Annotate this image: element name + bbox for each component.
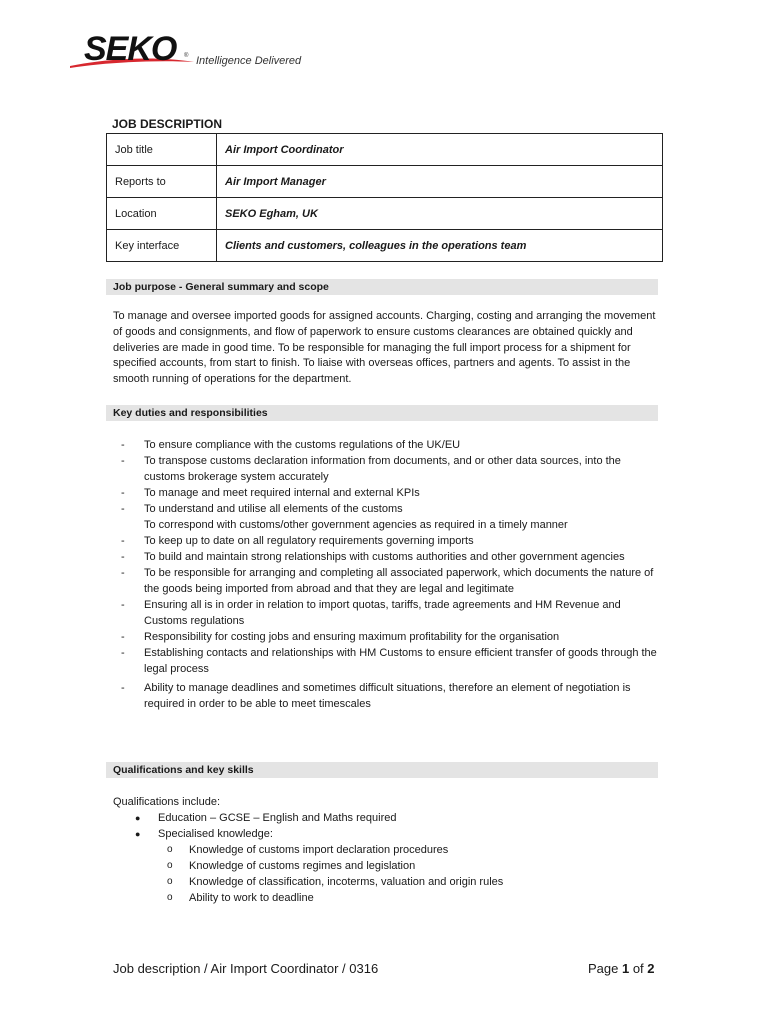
circle-marker: o — [167, 860, 173, 871]
current-page: 1 — [621, 961, 630, 976]
list-item — [113, 629, 658, 645]
info-value: Clients and customers, colleagues in the operations team — [217, 230, 663, 262]
dash-marker: - — [121, 487, 125, 499]
info-label: Location — [107, 198, 217, 230]
dash-marker: - — [121, 682, 125, 694]
list-item — [113, 485, 658, 501]
list-item — [113, 810, 396, 826]
table-row — [107, 198, 663, 230]
list-item — [113, 501, 658, 533]
list-item — [113, 826, 396, 842]
dash-marker: - — [121, 503, 125, 515]
document-heading: JOB DESCRIPTION — [112, 117, 223, 131]
dash-marker: - — [121, 567, 125, 579]
list-item — [113, 842, 503, 858]
knowledge-text: Knowledge of customs import declaration procedures — [189, 844, 449, 856]
duty-text: To keep up to date on all regulatory requirements governing imports — [144, 535, 474, 547]
list-item — [113, 453, 658, 485]
duty-text: To transpose customs declaration information from documents, and or other data sources, into the customs brokerage system accurately — [144, 455, 621, 483]
specialised-knowledge-list — [113, 842, 503, 906]
table-row — [107, 230, 663, 262]
footer-page-number — [588, 961, 655, 976]
dash-marker: - — [121, 439, 125, 451]
section-heading-purpose: Job purpose - General summary and scope — [106, 279, 658, 295]
purpose-paragraph: To manage and oversee imported goods for assigned accounts. Charging, costing and arranging the movement of goods and consignments, and flow of paperwork to ensure customs clearances are obtained quickly and deliveries are made in good time. To be responsible for managing the full import process for a shipment for specified accounts, from start to finish. To liaise with overseas offices, partners and agents. To assist in the smooth running of operations for the department. — [113, 310, 656, 386]
dash-marker: - — [121, 455, 125, 467]
page-word: Page — [588, 961, 622, 976]
section-heading-duties: Key duties and responsibilities — [106, 405, 658, 421]
duty-text: To understand and utilise all elements of the customs To correspond with customs/other government agencies as required in a timely manner — [144, 503, 568, 531]
of-word: of — [629, 961, 648, 976]
list-item — [113, 533, 658, 549]
list-item — [113, 597, 658, 629]
list-item — [113, 874, 503, 890]
duty-text: Ability to manage deadlines and sometimes difficult situations, therefore an element of negotiation is required in order to be able to meet timescales — [144, 682, 631, 710]
duty-text: To build and maintain strong relationships with customs authorities and other government agencies — [144, 551, 625, 563]
list-item — [113, 858, 503, 874]
dash-marker: - — [121, 631, 125, 643]
knowledge-text: Knowledge of classification, incoterms, valuation and origin rules — [189, 876, 504, 888]
seko-logo — [68, 28, 308, 72]
footer-document-reference: Job description / Air Import Coordinator / 0316 — [113, 961, 379, 976]
list-item — [113, 437, 658, 453]
dash-marker: - — [121, 535, 125, 547]
knowledge-text: Knowledge of customs regimes and legislation — [189, 860, 416, 872]
circle-marker: o — [167, 876, 173, 887]
list-item — [113, 890, 503, 906]
logo-wordmark: SEKO — [84, 30, 177, 68]
circle-marker: o — [167, 892, 173, 903]
table-row — [107, 166, 663, 198]
bullet-marker: ● — [135, 829, 141, 839]
duty-text: To ensure compliance with the customs regulations of the UK/EU — [144, 439, 461, 451]
bullet-marker: ● — [135, 813, 141, 823]
logo-tagline: Intelligence Delivered — [196, 55, 302, 67]
list-item — [113, 680, 658, 712]
knowledge-text: Ability to work to deadline — [189, 892, 314, 904]
dash-marker: - — [121, 647, 125, 659]
duty-text: To manage and meet required internal and external KPIs — [144, 487, 420, 499]
duty-text: To be responsible for arranging and completing all associated paperwork, which documents the nature of the goods being imported from abroad and that they are legal and legitimate — [144, 567, 654, 595]
circle-marker: o — [167, 844, 173, 855]
qualification-text: Education – GCSE – English and Maths required — [158, 812, 397, 824]
info-value: Air Import Coordinator — [217, 134, 663, 166]
duties-list — [113, 437, 658, 712]
info-label: Key interface — [107, 230, 217, 262]
duty-text: Responsibility for costing jobs and ensuring maximum profitability for the organisation — [144, 631, 560, 643]
info-value: SEKO Egham, UK — [217, 198, 663, 230]
duty-text: Ensuring all is in order in relation to import quotas, tariffs, trade agreements and HM Revenue and Customs regulations — [144, 599, 621, 627]
section-heading-qualifications: Qualifications and key skills — [106, 762, 658, 778]
job-info-table — [106, 133, 663, 262]
list-item — [113, 645, 658, 677]
list-item — [113, 565, 658, 597]
logo-registered-mark: ® — [184, 53, 189, 59]
info-label: Reports to — [107, 166, 217, 198]
table-row — [107, 134, 663, 166]
qualification-text: Specialised knowledge: — [158, 828, 273, 840]
dash-marker: - — [121, 599, 125, 611]
qualifications-list — [113, 810, 396, 842]
list-item — [113, 549, 658, 565]
total-pages: 2 — [647, 961, 655, 976]
qualifications-intro: Qualifications include: — [113, 796, 221, 808]
dash-marker: - — [121, 551, 125, 563]
duty-text: Establishing contacts and relationships with HM Customs to ensure efficient transfer of goods through the legal process — [144, 647, 657, 675]
info-value: Air Import Manager — [217, 166, 663, 198]
info-label: Job title — [107, 134, 217, 166]
